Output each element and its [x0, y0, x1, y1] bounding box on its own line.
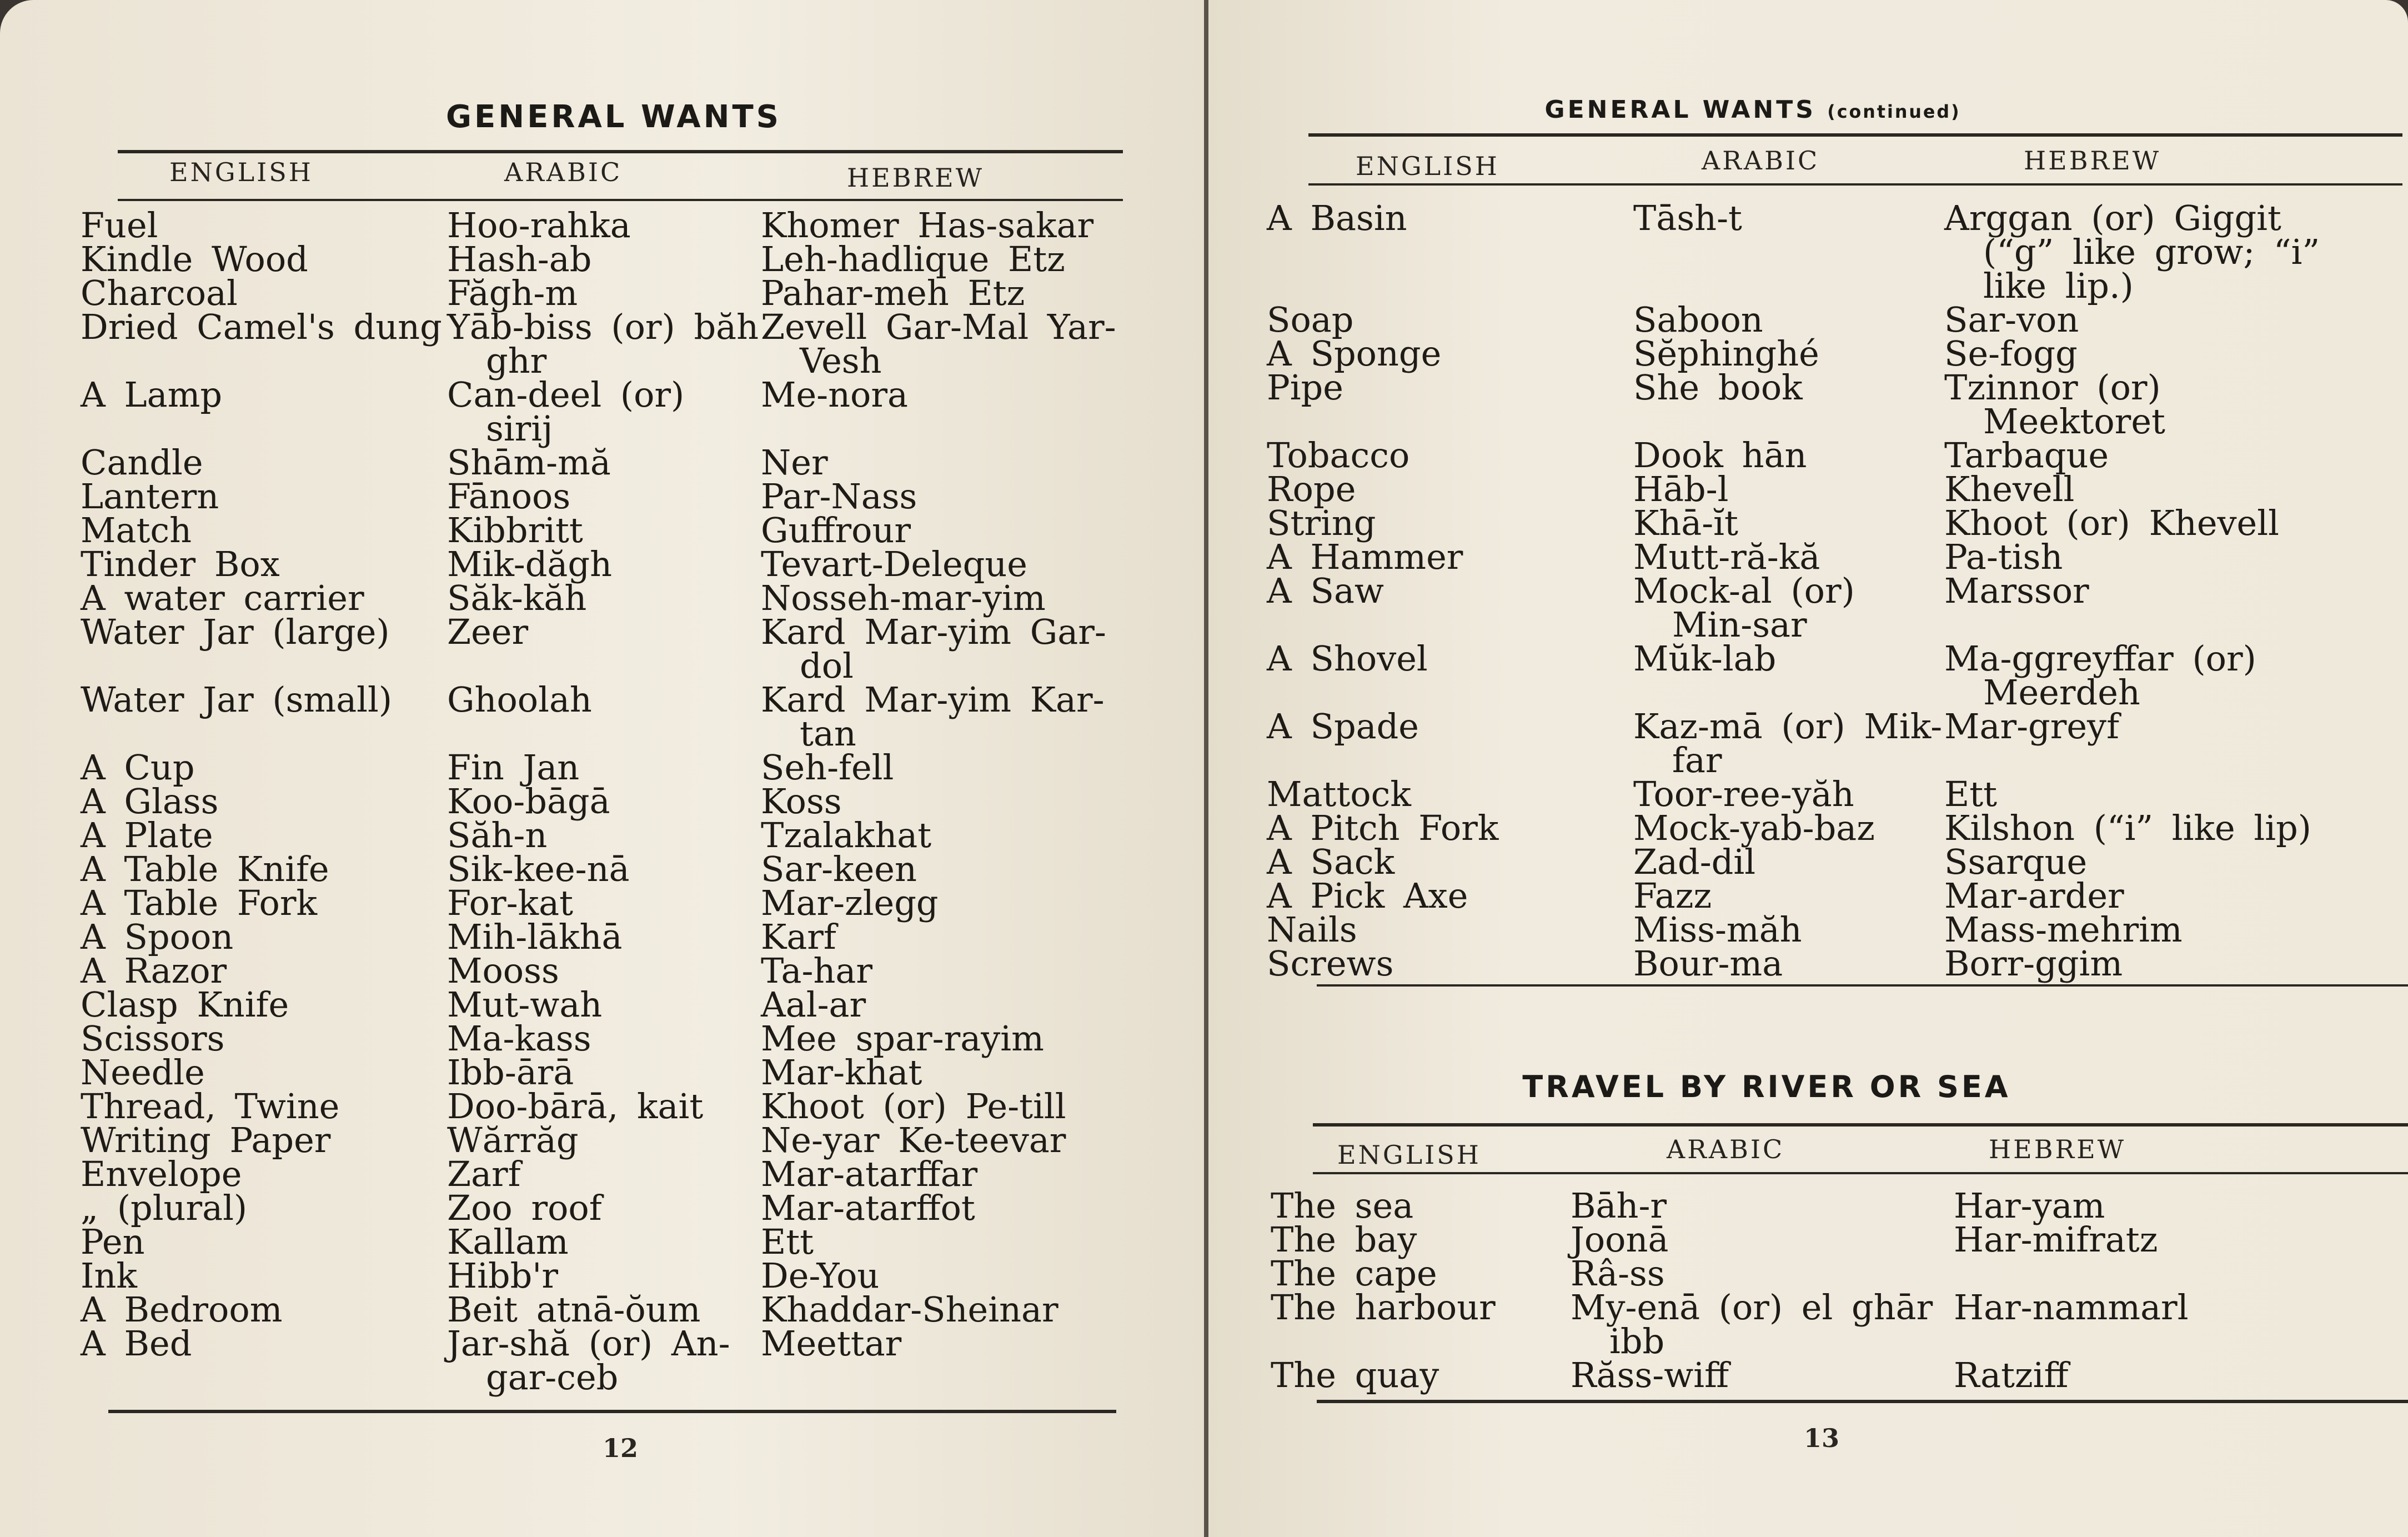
arabic-term: Kaz-mā (or) Mik-far	[1633, 706, 1943, 780]
table-row	[1267, 537, 2405, 577]
column-header-hebrew: HEBREW	[2024, 146, 2161, 176]
english-term: A Basin	[1267, 198, 1407, 238]
table-row	[81, 1086, 1119, 1127]
hebrew-term: Mass-mehrim	[1944, 909, 2183, 950]
hebrew-term: Ner	[761, 442, 828, 483]
english-term: Soap	[1267, 299, 1354, 340]
hebrew-term: Sar-keen	[761, 849, 917, 889]
arabic-term: Zoo roof	[447, 1188, 602, 1228]
english-term: Charcoal	[81, 273, 238, 313]
hebrew-term: Mar-atarffot	[761, 1188, 975, 1228]
arabic-term: Toor-ree-yăh	[1633, 774, 1854, 814]
english-term: Thread, Twine	[81, 1086, 340, 1127]
arabic-term: Beit atnā-ŏum	[447, 1289, 701, 1330]
hebrew-term: Khomer Has-sakar	[761, 205, 1094, 246]
english-term: String	[1267, 503, 1376, 543]
table-row	[81, 1289, 1119, 1330]
arabic-term: Săk-kăh	[447, 578, 587, 618]
hebrew-term: Marssor	[1944, 570, 2089, 611]
english-term: Fuel	[81, 205, 158, 246]
english-term: A Cup	[81, 747, 195, 788]
hebrew-term: Ett	[761, 1221, 814, 1262]
table-row	[1271, 1253, 2408, 1294]
header-rule-top	[1308, 133, 2402, 137]
english-term: Needle	[81, 1052, 205, 1093]
vocabulary-table	[81, 205, 1119, 1398]
column-header-english: ENGLISH	[1356, 151, 1499, 181]
hebrew-term: Koss	[761, 781, 842, 822]
footer-rule	[108, 1410, 1116, 1413]
table-row	[81, 984, 1119, 1025]
english-term: A Glass	[81, 781, 219, 822]
footer-rule	[1317, 1400, 2408, 1403]
hebrew-term: Borr-ggim	[1944, 943, 2123, 984]
table-row	[81, 578, 1119, 618]
arabic-term: Kallam	[447, 1221, 569, 1262]
hebrew-term: Har-nammarl	[1954, 1287, 2189, 1328]
arabic-term: Yāb-biss (or) băh ghr	[447, 307, 759, 381]
table-row	[81, 781, 1119, 822]
table-row	[81, 849, 1119, 889]
english-term: Water Jar (small)	[81, 679, 393, 720]
page-number: 13	[1804, 1423, 1840, 1453]
table-row	[81, 205, 1119, 246]
arabic-term: Dook hān	[1633, 435, 1807, 475]
english-term: A Razor	[81, 950, 227, 991]
arabic-term: Koo-bāgā	[447, 781, 610, 822]
table-row	[81, 883, 1119, 923]
table-row	[1271, 1185, 2408, 1226]
english-term: The harbour	[1271, 1287, 1496, 1328]
arabic-term: Răss-wiff	[1571, 1355, 1729, 1395]
hebrew-term: Leh-hadlique Etz	[761, 239, 1065, 279]
english-term: A Bed	[81, 1323, 192, 1364]
arabic-term: Miss-măh	[1633, 909, 1802, 950]
arabic-term: Tāsh-t	[1633, 198, 1742, 238]
table-row	[81, 1154, 1119, 1194]
table-row	[81, 273, 1119, 313]
table-row	[81, 442, 1119, 483]
section-column-header-english: ENGLISH	[1337, 1140, 1481, 1170]
hebrew-term: Seh-fell	[761, 747, 894, 788]
arabic-term: Wărrăg	[447, 1120, 579, 1160]
english-term: A Saw	[1267, 570, 1384, 611]
arabic-term: Ma-kass	[447, 1018, 591, 1059]
hebrew-term: Par-Nass	[761, 476, 917, 517]
arabic-term: Saboon	[1633, 299, 1763, 340]
table-row	[1271, 1355, 2408, 1395]
hebrew-term: Mar-arder	[1944, 875, 2124, 916]
arabic-term: Mut-wah	[447, 984, 603, 1025]
column-header-arabic: ARABIC	[1702, 146, 1820, 176]
english-term: Candle	[81, 442, 203, 483]
english-term: Water Jar (large)	[81, 612, 390, 652]
table-row	[81, 1188, 1119, 1228]
hebrew-term: Ett	[1944, 774, 1998, 814]
hebrew-term: Mar-atarffar	[761, 1154, 978, 1194]
page-title-text: GENERAL WANTS	[1544, 96, 1816, 124]
section-title-text: TRAVEL BY RIVER OR SEA	[1522, 1069, 2011, 1104]
english-term: A Spoon	[81, 917, 234, 957]
english-term: Pipe	[1267, 367, 1343, 408]
table-row	[81, 510, 1119, 550]
hebrew-term: Mar-khat	[761, 1052, 922, 1093]
hebrew-term: Khoot (or) Khevell	[1944, 503, 2279, 543]
table-row	[1267, 706, 2405, 780]
english-term: A Bedroom	[81, 1289, 283, 1330]
arabic-term: Zarf	[447, 1154, 521, 1194]
table-row	[1267, 774, 2405, 814]
table-row	[81, 374, 1119, 449]
hebrew-term: Zevell Gar-Mal Yar-Vesh	[761, 307, 1116, 381]
table-row	[81, 747, 1119, 788]
table-row	[1267, 503, 2405, 543]
arabic-term: For-kat	[447, 883, 573, 923]
hebrew-term: Tarbaque	[1944, 435, 2109, 475]
vocabulary-table	[1267, 198, 2405, 984]
english-term: Tobacco	[1267, 435, 1410, 475]
hebrew-term: Tevart-Deleque	[761, 544, 1027, 584]
arabic-term: Mŭk-lab	[1633, 638, 1777, 679]
arabic-term: Kibbritt	[447, 510, 583, 550]
table-row	[1267, 638, 2405, 713]
english-term: A Hammer	[1267, 537, 1463, 577]
hebrew-term: Pa-tish	[1944, 537, 2063, 577]
hebrew-term: Mar-greyf	[1944, 706, 2120, 747]
english-term: Match	[81, 510, 192, 550]
table-row	[81, 950, 1119, 991]
hebrew-term: Nosseh-mar-yim	[761, 578, 1046, 618]
table-row	[1267, 333, 2405, 374]
arabic-term: Hāb-l	[1633, 469, 1729, 509]
arabic-term: Bour-ma	[1633, 943, 1783, 984]
hebrew-term: Mee spar-rayim	[761, 1018, 1044, 1059]
english-term: The bay	[1271, 1219, 1417, 1260]
english-term: Tinder Box	[81, 544, 280, 584]
arabic-term: Ibb-ārā	[447, 1052, 574, 1093]
hebrew-term: Ratziff	[1954, 1355, 2069, 1395]
arabic-term: Mutt-ră-kă	[1633, 537, 1820, 577]
page-number: 12	[603, 1433, 639, 1463]
table-row	[81, 815, 1119, 855]
english-term: Kindle Wood	[81, 239, 308, 279]
section-column-header-arabic: ARABIC	[1667, 1134, 1785, 1164]
table-row	[1267, 808, 2405, 848]
english-term: A Pick Axe	[1267, 875, 1468, 916]
english-term: A Table Fork	[81, 883, 318, 923]
arabic-term: Mik-dăgh	[447, 544, 613, 584]
header-rule-top	[118, 150, 1123, 153]
english-term: Rope	[1267, 469, 1356, 509]
right-page	[1208, 0, 2408, 1537]
hebrew-term: Karf	[761, 917, 836, 957]
arabic-term: Mih-lākhā	[447, 917, 623, 957]
english-term: Mattock	[1267, 774, 1411, 814]
travel-table	[1271, 1185, 2408, 1395]
english-term: A Sponge	[1267, 333, 1442, 374]
hebrew-term: Me-nora	[761, 374, 908, 415]
section-title	[1125, 1069, 2408, 1104]
arabic-term: Făgh-m	[447, 273, 578, 313]
arabic-term: Jar-shă (or) An-gar-ceb	[447, 1323, 730, 1398]
arabic-term: Bāh-r	[1571, 1185, 1667, 1226]
english-term: Lantern	[81, 476, 219, 517]
english-term: A Shovel	[1267, 638, 1428, 679]
table-row	[1271, 1219, 2408, 1260]
column-header-arabic: ARABIC	[504, 157, 623, 187]
page-title-text: GENERAL WANTS	[446, 99, 781, 135]
hebrew-term: Ssarque	[1944, 842, 2088, 882]
hebrew-term: Sar-von	[1944, 299, 2079, 340]
english-term: The sea	[1271, 1185, 1414, 1226]
arabic-term: She book	[1633, 367, 1803, 408]
arabic-term: Hoo-rahka	[447, 205, 631, 246]
table-row	[81, 1018, 1119, 1059]
table-row	[1267, 198, 2405, 306]
header-rule-bottom	[118, 199, 1123, 201]
section-end-rule	[1317, 984, 2408, 987]
arabic-term: Fin Jan	[447, 747, 580, 788]
hebrew-term: Khevell	[1944, 469, 2075, 509]
table-row	[81, 612, 1119, 686]
arabic-term: Fānoos	[447, 476, 571, 517]
table-row	[81, 1052, 1119, 1093]
page-title-suffix: (continued)	[1827, 102, 1961, 122]
english-term: Pen	[81, 1221, 145, 1262]
arabic-term: Shām-mă	[447, 442, 611, 483]
table-row	[81, 917, 1119, 957]
table-row	[81, 1255, 1119, 1296]
hebrew-term: Khaddar-Sheinar	[761, 1289, 1058, 1330]
arabic-term: Sĕphinghé	[1633, 333, 1819, 374]
table-row	[1267, 842, 2405, 882]
hebrew-term: Ne-yar Ke-teevar	[761, 1120, 1066, 1160]
hebrew-term: Ma-ggreyffar (or) Meerdeh	[1944, 638, 2256, 713]
table-row	[81, 1221, 1119, 1262]
table-row	[1267, 367, 2405, 442]
column-header-hebrew: HEBREW	[847, 163, 984, 193]
table-row	[81, 1120, 1119, 1160]
table-row	[1271, 1287, 2408, 1361]
hebrew-term: Mar-zlegg	[761, 883, 939, 923]
arabic-term: Sik-kee-nā	[447, 849, 630, 889]
hebrew-term: Har-yam	[1954, 1185, 2105, 1226]
table-row	[81, 679, 1119, 754]
english-term: Screws	[1267, 943, 1394, 984]
english-term: „ (plural)	[81, 1188, 248, 1228]
hebrew-term: Aal-ar	[761, 984, 866, 1025]
arabic-term: My-enā (or) el ghār ibb	[1571, 1287, 1933, 1361]
english-term: A Plate	[81, 815, 213, 855]
hebrew-term: Kard Mar-yim Gar-dol	[761, 612, 1106, 686]
section-column-header-hebrew: HEBREW	[1989, 1134, 2126, 1164]
hebrew-term: Khoot (or) Pe-till	[761, 1086, 1066, 1127]
arabic-term: Doo-bārā, kait	[447, 1086, 704, 1127]
english-term: The quay	[1271, 1355, 1439, 1395]
hebrew-term: Har-mifratz	[1954, 1219, 2158, 1260]
table-row	[1267, 943, 2405, 984]
arabic-term: Hibb'r	[447, 1255, 558, 1296]
arabic-term: Joonā	[1571, 1219, 1669, 1260]
page-title	[22, 99, 1205, 135]
english-term: Writing Paper	[81, 1120, 331, 1160]
arabic-term: Fazz	[1633, 875, 1712, 916]
arabic-term: Khā-ĭt	[1633, 503, 1738, 543]
english-term: Nails	[1267, 909, 1357, 950]
hebrew-term: Ta-har	[761, 950, 872, 991]
hebrew-term: Se-fogg	[1944, 333, 2078, 374]
section-header-rule-top	[1313, 1123, 2408, 1127]
hebrew-term: Pahar-meh Etz	[761, 273, 1025, 313]
arabic-term: Zeer	[447, 612, 529, 652]
english-term: Envelope	[81, 1154, 242, 1194]
arabic-term: Mock-al (or) Min-sar	[1633, 570, 1855, 645]
english-term: Scissors	[81, 1018, 225, 1059]
table-row	[1267, 875, 2405, 916]
table-row	[81, 1323, 1119, 1398]
arabic-term: Ghoolah	[447, 679, 592, 720]
header-rule-bottom	[1308, 183, 2402, 186]
hebrew-term: Kilshon (“i” like lip)	[1944, 808, 2311, 848]
hebrew-term: Arggan (or) Giggit (“g” like grow; “i” like lip.)	[1944, 198, 2320, 306]
english-term: A Sack	[1267, 842, 1395, 882]
table-row	[1267, 435, 2405, 475]
english-term: A water carrier	[81, 578, 364, 618]
hebrew-term: Guffrour	[761, 510, 911, 550]
hebrew-term: Tzalakhat	[761, 815, 932, 855]
hebrew-term: Kard Mar-yim Kar-tan	[761, 679, 1105, 754]
hebrew-term: De-You	[761, 1255, 880, 1296]
english-term: Ink	[81, 1255, 137, 1296]
table-row	[1267, 469, 2405, 509]
table-row	[1267, 909, 2405, 950]
table-row	[81, 307, 1119, 381]
english-term: A Pitch Fork	[1267, 808, 1499, 848]
table-row	[1267, 299, 2405, 340]
table-row	[1267, 570, 2405, 645]
english-term: Clasp Knife	[81, 984, 289, 1025]
arabic-term: Hash-ab	[447, 239, 592, 279]
english-term: The cape	[1271, 1253, 1437, 1294]
arabic-term: Râ-ss	[1571, 1253, 1665, 1294]
hebrew-term: Meettar	[761, 1323, 902, 1364]
english-term: A Lamp	[81, 374, 223, 415]
english-term: Dried Camel's dung	[81, 307, 442, 347]
page-title	[1097, 96, 2408, 124]
table-row	[81, 239, 1119, 279]
arabic-term: Zad-dil	[1633, 842, 1756, 882]
arabic-term: Mock-yab-baz	[1633, 808, 1875, 848]
table-row	[81, 476, 1119, 517]
hebrew-term: Tzinnor (or) Meektoret	[1944, 367, 2165, 442]
arabic-term: Can-deel (or) sirij	[447, 374, 685, 449]
table-row	[81, 544, 1119, 584]
arabic-term: Săh-n	[447, 815, 548, 855]
section-header-rule-bottom	[1313, 1172, 2408, 1174]
english-term: A Table Knife	[81, 849, 329, 889]
english-term: A Spade	[1267, 706, 1419, 747]
column-header-english: ENGLISH	[169, 157, 313, 187]
arabic-term: Mooss	[447, 950, 559, 991]
